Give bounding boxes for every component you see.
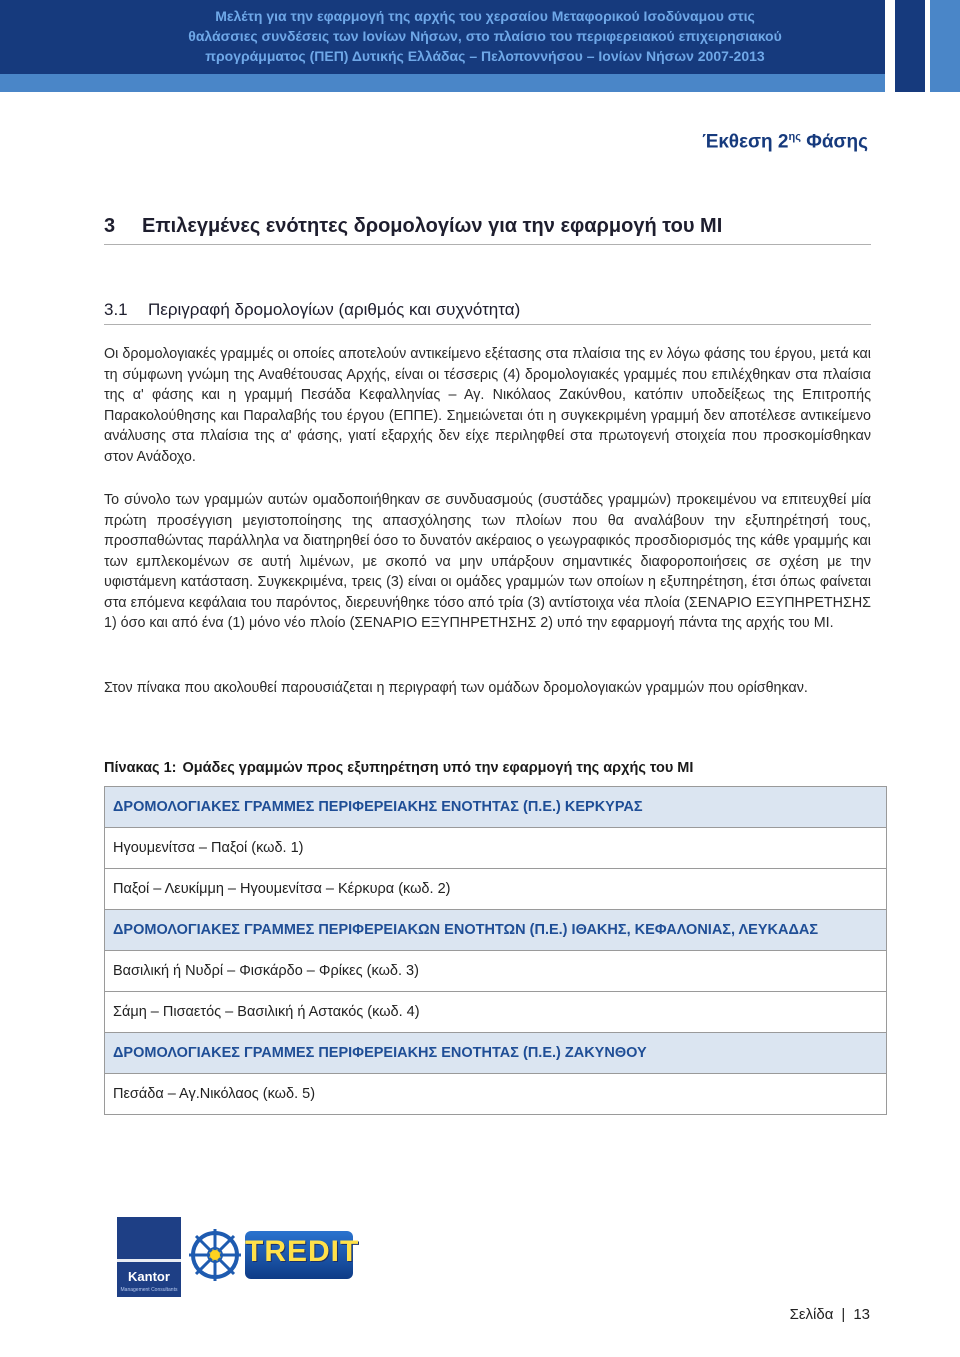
section-number: 3	[104, 215, 116, 237]
kantor-logo-subtitle: Management Consultants	[120, 1287, 178, 1293]
subsection-heading	[104, 300, 871, 325]
body-paragraph: Στον πίνακα που ακολουθεί παρουσιάζεται η περιγραφή των ομάδων δρομολογιακών γραμμών που ορίσθηκαν.	[104, 680, 808, 696]
route-cell: Παξοί – Λευκίμμη – Ηγουμενίτσα – Κέρκυρα (κωδ. 2)	[105, 869, 887, 910]
table-row	[105, 828, 887, 869]
page-footer	[790, 1306, 870, 1323]
routes-table	[104, 786, 887, 1115]
report-phase-title: Έκθεση $2^{\eta\varsigma}$ Φάσης	[702, 131, 868, 153]
body-paragraph: Οι δρομολογιακές γραμμές οι οποίες αποτελούν αντικείμενο εξέτασης στα πλαίσια της εν λόγω φάσης του έργου, μετά και τη σύμφωνη γνώμη της Αναθέτουσας Αρχής, είναι οι τέσσερις (4) δρομολογιακές γραμμές που επιλέχθηκαν στα πλαίσια της α' φάσης και η γραμμή Πεσάδα Κεφαλληνίας – Αγ. Νικόλαος Ζακύνθου, κατόπιν υποδείξεως της Επιτροπής Παρακολούθησης και Παραλαβής του έργου (ΕΠΠΕ). Σημειώνεται ότι η συγκεκριμένη γραμμή δεν αποτέλεσε αντικείμενο ανάλυσης στα πλαίσια της α' φάσης, γιατί εξαρχής δεν είχε περιληφθεί στα πρωτογενή στοιχεία που προσκομίσθηκαν στον Ανάδοχο.	[104, 346, 871, 465]
route-cell: Σάμη – Πισαετός – Βασιλική ή Αστακός (κωδ. 4)	[105, 992, 887, 1033]
header-band-sub	[0, 74, 885, 92]
header-line: Μελέτη για την εφαρμογή της αρχής του χερσαίου Μεταφορικού Ισοδύναμου στις	[215, 8, 755, 24]
table-row	[105, 1074, 887, 1115]
table-row	[105, 992, 887, 1033]
page-number: 13	[853, 1306, 870, 1323]
ship-wheel-icon	[187, 1227, 243, 1283]
subsection-number: 3.1	[104, 300, 128, 319]
tredit-logo	[187, 1225, 360, 1285]
table-row	[105, 951, 887, 992]
region-header-cell: ΔΡΟΜΟΛΟΓΙΑΚΕΣ ΓΡΑΜΜΕΣ ΠΕΡΙΦΕΡΕΙΑΚΗΣ ΕΝΟΤΗΤΑΣ (Π.Ε.) ΖΑΚΥΝΘΟΥ	[105, 1033, 887, 1074]
body-paragraph: Το σύνολο των γραμμών αυτών ομαδοποιήθηκαν σε συνδυασμούς (συστάδες γραμμών) προκειμένου να επιτευχθεί μία πρώτη προσέγγιση μεγιστοποίησης της απασχόλησης των πλοίων που θα αναλάβουν την εξυπηρέτησή τους, προσπαθώντας παράλληλα να διατηρηθεί όσο το δυνατόν ακέραιος ο γεωγραφικός προσδιορισμός της κάθε γραμμής και των εμπλεκομένων σε αυτή λιμένων, με σκοπό να μην υπάρξουν σημαντικές διαφοροποιήσεις σε σχέση με την υφιστάμενη κατάσταση. Συγκεκριμένα, τρεις (3) είναι οι ομάδες γραμμών των οποίων η εξυπηρέτηση, έτσι όπως φαίνεται στα επόμενα κεφάλαια του παρόντος, διερευνήθηκε τόσο από τρία (3) αντίστοιχα νέα πλοία (ΣΕΝΑΡΙΟ ΕΞΥΠΗΡΕΤΗΣΗΣ 1) όσο και από ένα (1) μόνο νέο πλοίο (ΣΕΝΑΡΙΟ ΕΞΥΠΗΡΕΤΗΣΗΣ 2) υπό την εφαρμογή πάντα της αρχής του ΜΙ.	[104, 492, 871, 631]
section-title: Επιλεγμένες ενότητες δρομολογίων για την εφαρμογή του ΜΙ	[142, 215, 723, 237]
document-header-title	[100, 6, 870, 66]
section-heading	[104, 215, 871, 245]
header-corner-block-light	[930, 0, 960, 92]
kantor-logo	[117, 1217, 181, 1297]
table-caption	[104, 760, 693, 776]
header-line: προγράμματος (ΠΕΠ) Δυτικής Ελλάδας – Πελοποννήσου – Ιονίων Νήσων 2007-2013	[205, 48, 765, 64]
header-corner-block-dark	[895, 0, 925, 92]
table-caption-label: Πίνακας 1:	[104, 760, 177, 776]
route-cell: Πεσάδα – Αγ.Νικόλαος (κωδ. 5)	[105, 1074, 887, 1115]
table-row	[105, 787, 887, 828]
route-cell: Βασιλική ή Νυδρί – Φισκάρδο – Φρίκες (κωδ. 3)	[105, 951, 887, 992]
subsection-title: Περιγραφή δρομολογίων (αριθμός και συχνότητα)	[148, 300, 521, 319]
table-caption-text: Ομάδες γραμμών προς εξυπηρέτηση υπό την εφαρμογή της αρχής του ΜΙ	[182, 760, 694, 776]
region-header-cell: ΔΡΟΜΟΛΟΓΙΑΚΕΣ ΓΡΑΜΜΕΣ ΠΕΡΙΦΕΡΕΙΑΚΗΣ ΕΝΟΤΗΤΑΣ (Π.Ε.) ΚΕΡΚΥΡΑΣ	[105, 787, 887, 828]
page-label: Σελίδα	[789, 1306, 834, 1323]
table-row	[105, 910, 887, 951]
tredit-logo-name: TREDIT	[245, 1235, 360, 1268]
table-row	[105, 1033, 887, 1074]
header-line: θαλάσσιες συνδέσεις των Ιονίων Νήσων, στο πλαίσιο του περιφερειακού επιχειρησιακού	[188, 28, 782, 44]
table-row	[105, 869, 887, 910]
route-cell: Ηγουμενίτσα – Παξοί (κωδ. 1)	[105, 828, 887, 869]
kantor-logo-name: Kantor	[128, 1269, 170, 1284]
header-band	[0, 0, 960, 92]
page-separator: |	[841, 1306, 846, 1323]
region-header-cell: ΔΡΟΜΟΛΟΓΙΑΚΕΣ ΓΡΑΜΜΕΣ ΠΕΡΙΦΕΡΕΙΑΚΩΝ ΕΝΟΤΗΤΩΝ (Π.Ε.) ΙΘΑΚΗΣ, ΚΕΦΑΛΟΝΙΑΣ, ΛΕΥΚΑΔΑΣ	[105, 910, 887, 951]
